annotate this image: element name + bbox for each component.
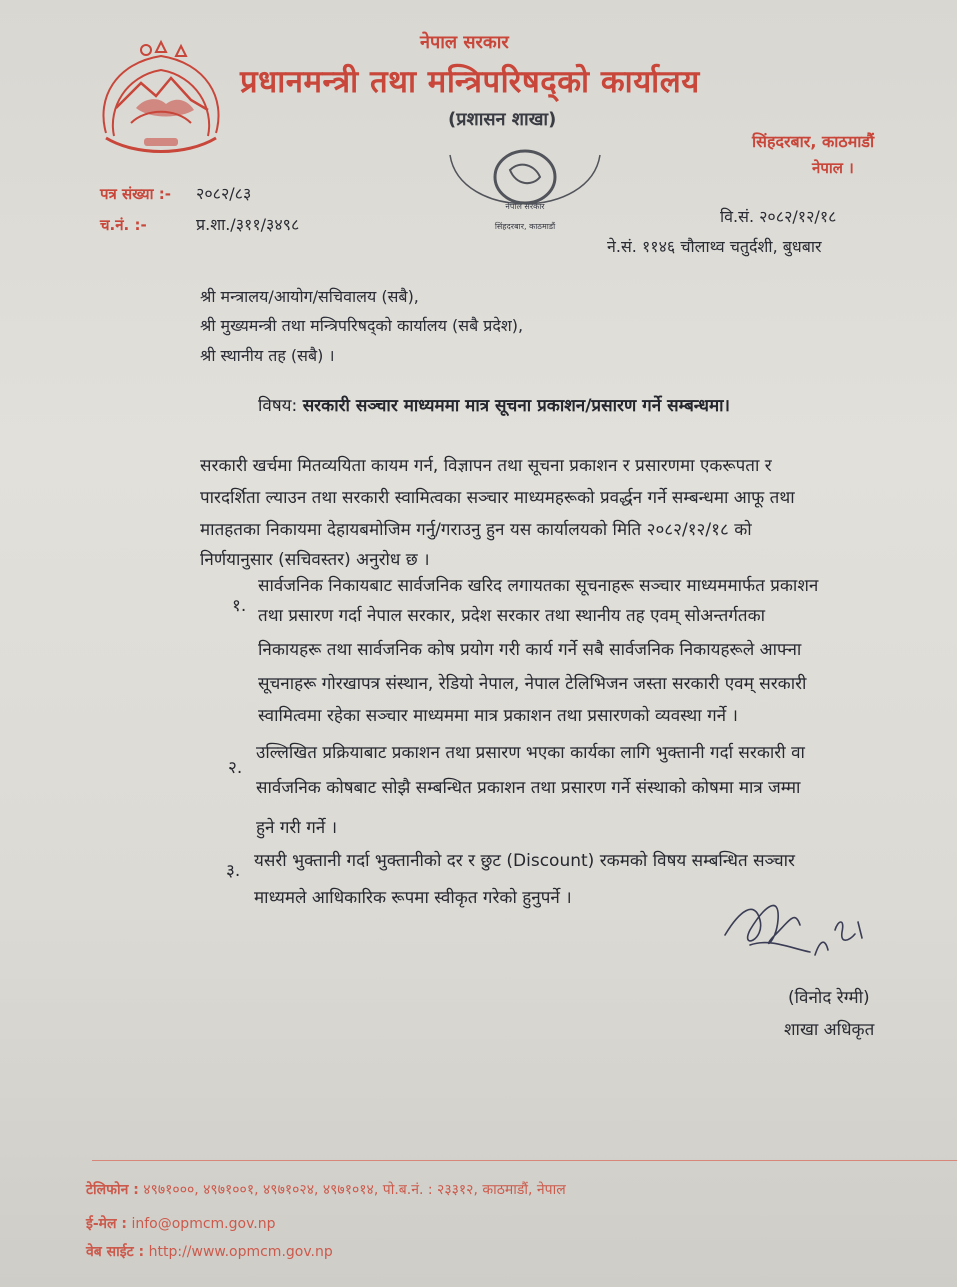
dispatch-no: प्र.शा./३११/३४९८ — [196, 215, 300, 234]
footer-phone: ४९७१०००, ४९७१००१, ४९७१०२४, ४९७१०१४, पो.ब.नं. : २३३१२, काठमाडौं, नेपाल — [143, 1182, 566, 1198]
svg-text:सिंहदरबार, काठमाडौं: सिंहदरबार, काठमाडौं — [494, 222, 556, 231]
item-line: हुने गरी गर्ने । — [256, 818, 338, 838]
body-line: पारदर्शिता ल्याउन तथा सरकारी स्वामित्वका सञ्चार माध्यमहरूको प्रवर्द्धन गर्ने सम्बन्धमा आफू तथा — [200, 488, 795, 508]
body-line: सरकारी खर्चमा मितव्ययिता कायम गर्न, विज्ञापन तथा सूचना प्रकाशन र प्रसारणमा एकरूपता र — [200, 456, 772, 476]
footer-web-label: वेब साईट : — [86, 1244, 145, 1260]
footer-web-link[interactable]: http://www.opmcm.gov.np — [148, 1244, 333, 1260]
item-number: १. — [232, 596, 247, 616]
recipient-line: श्री मुख्यमन्त्री तथा मन्त्रिपरिषद्को कार्यालय (सबै प्रदेश), — [200, 316, 524, 335]
office-location: सिंहदरबार, काठमाडौं — [752, 132, 875, 151]
footer-email-row — [86, 1214, 275, 1233]
footer-email-label: ई-मेल : — [86, 1216, 128, 1232]
signatory-title: शाखा अधिकृत — [784, 1020, 875, 1040]
subject-text: सरकारी सञ्चार माध्यममा मात्र सूचना प्रकाशन/प्रसारण गर्ने सम्बन्धमा। — [302, 396, 730, 416]
subject-label: विषय: — [258, 396, 298, 416]
item-line: यसरी भुक्तानी गर्दा भुक्तानीको दर र छुट (Discount) रकमको विषय सम्बन्धित सञ्चार — [254, 851, 795, 871]
item-line: स्वामित्वमा रहेका सञ्चार माध्यममा मात्र प्रकाशन तथा प्रसारणको व्यवस्था गर्ने । — [258, 706, 738, 726]
date-bs: वि.सं. २०८२/१२/१८ — [720, 207, 837, 226]
signatory-name: (विनोद रेग्मी) — [788, 988, 870, 1008]
footer-divider — [92, 1160, 957, 1161]
item-line: सार्वजनिक निकायबाट सार्वजनिक खरिद लगायतका सूचनाहरू सञ्चार माध्यममार्फत प्रकाशन — [258, 576, 819, 596]
item-line: उल्लिखित प्रक्रियाबाट प्रकाशन तथा प्रसारण भएका कार्यका लागि भुक्तानी गर्दा सरकारी वा — [256, 743, 805, 763]
item-number: २. — [228, 758, 243, 778]
item-line: तथा प्रसारण गर्दा नेपाल सरकार, प्रदेश सरकार तथा स्थानीय तह एवम् सोअन्तर्गतका — [258, 606, 766, 626]
nepal-emblem-icon — [86, 38, 236, 168]
office-country: नेपाल । — [812, 159, 854, 177]
item-number: ३. — [226, 861, 241, 881]
office-seal-stamp — [440, 125, 610, 245]
recipient-line: श्री मन्त्रालय/आयोग/सचिवालय (सबै), — [200, 287, 419, 306]
svg-text:नेपाल सरकार: नेपाल सरकार — [505, 202, 545, 211]
footer-web-row — [86, 1242, 333, 1261]
recipient-line: श्री स्थानीय तह (सबै) । — [200, 346, 335, 365]
item-line: सार्वजनिक कोषबाट सोझै सम्बन्धित प्रकाशन तथा प्रसारण गर्ने संस्थाको कोषमा मात्र जम्मा — [256, 778, 801, 798]
date-ns: ने.सं. ११४६ चौलाथ्व चतुर्दशी, बुधबार — [607, 237, 822, 256]
footer-email-link[interactable]: info@opmcm.gov.np — [131, 1216, 276, 1232]
item-line: माध्यमले आधिकारिक रूपमा स्वीकृत गरेको हुनुपर्ने । — [254, 888, 572, 908]
body-line: मातहतका निकायमा देहायबमोजिम गर्नु/गराउनु हुन यस कार्यालयको मिति २०८२/१२/१८ को — [200, 520, 752, 540]
item-line: निकायहरू तथा सार्वजनिक कोष प्रयोग गरी कार्य गर्ने सबै सार्वजनिक निकायहरूले आफ्ना — [258, 640, 802, 660]
letter-no-label: पत्र संख्या :- — [100, 185, 171, 203]
office-title: प्रधानमन्त्री तथा मन्त्रिपरिषद्को कार्यालय — [240, 64, 700, 100]
branch-name: (प्रशासन शाखा) — [448, 109, 557, 130]
item-line: सूचनाहरू गोरखापत्र संस्थान, रेडियो नेपाल, नेपाल टेलिभिजन जस्ता सरकारी एवम् सरकारी — [258, 674, 807, 694]
subject-line — [258, 393, 730, 416]
dispatch-no-label: च.नं. :- — [100, 216, 147, 234]
letter-no: २०८२/८३ — [196, 184, 252, 203]
footer-phone-label: टेलिफोन : — [86, 1182, 139, 1198]
handwritten-signature — [720, 890, 870, 980]
body-line: निर्णयानुसार (सचिवस्तर) अनुरोध छ । — [200, 550, 430, 570]
footer-phone-row — [86, 1180, 566, 1199]
government-name: नेपाल सरकार — [420, 32, 509, 53]
